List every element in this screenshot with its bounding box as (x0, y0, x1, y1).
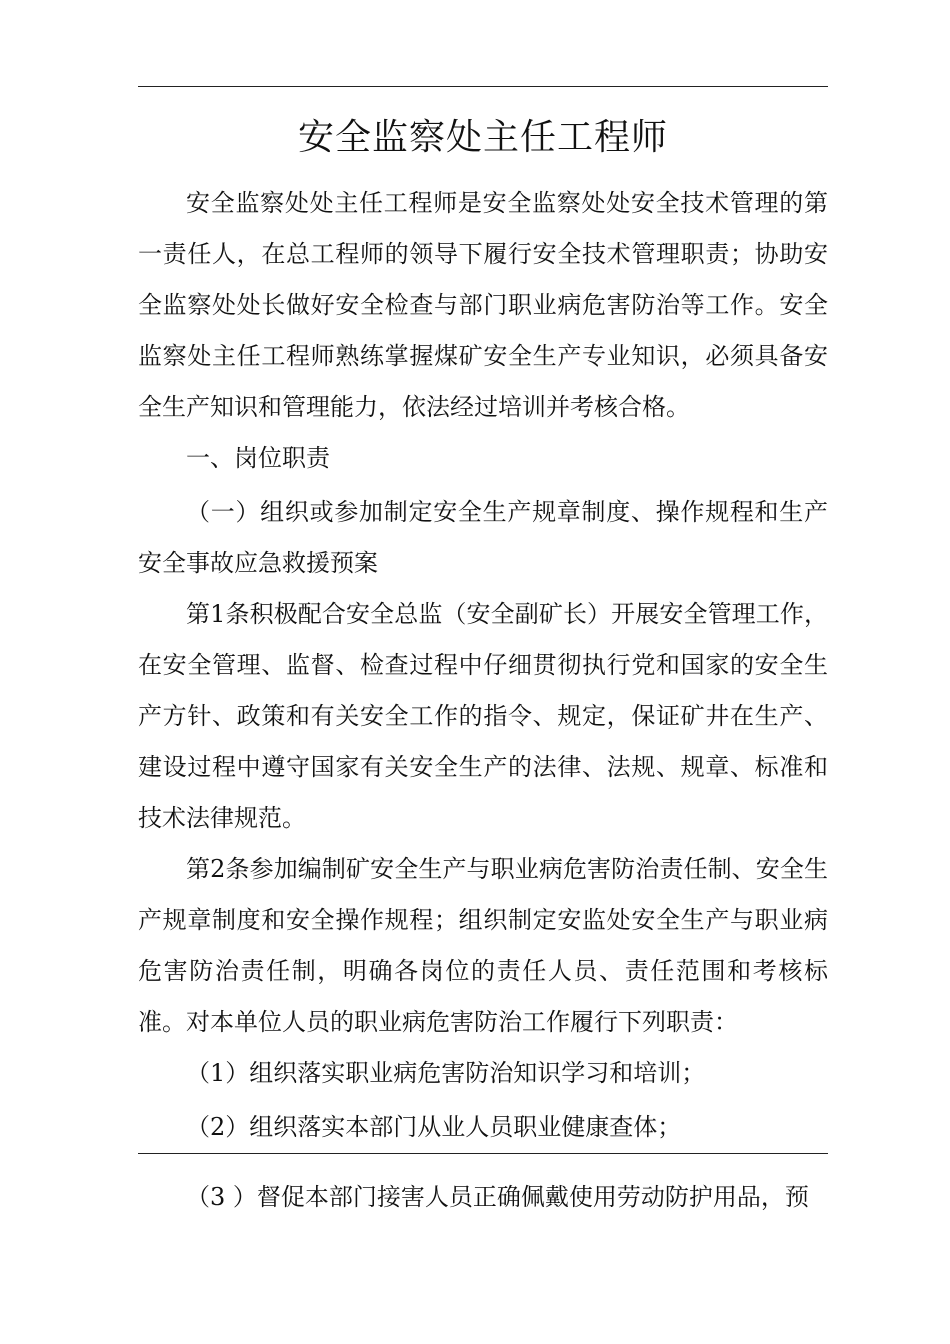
next-page-content (138, 1172, 828, 1223)
continued-paragraph: （3 ）督促本部门接害人员正确佩戴使用劳动防护用品，预 (186, 1183, 809, 1211)
document-title: 安全监察处主任工程师 (297, 117, 668, 158)
article-2-paragraph: 第2条参加编制矿安全生产与职业病危害防治责任制、安全生产规章制度和安全操作规程；组织制定安监处安全生产与职业病危害防治责任制，明确各岗位的责任人员、责任范围和考核标准。对本单位人员的职业病危害防治工作履行下列职责： (138, 855, 828, 1036)
list-item: （1）组织落实职业病危害防治知识学习和培训； (186, 1059, 706, 1087)
page-break-rule (138, 1153, 828, 1154)
top-rule (138, 86, 828, 87)
list-item: （2）组织落实本部门从业人员职业健康查体； (186, 1113, 682, 1141)
section-heading: 一、岗位职责 (186, 444, 330, 472)
document-body (138, 178, 828, 1156)
article-1-paragraph: 第1条积极配合安全总监（安全副矿长）开展安全管理工作，在安全管理、监督、检查过程中仔细贯彻执行党和国家的安全生产方针、政策和有关安全工作的指令、规定，保证矿井在生产、建设过程中遵守国家有关安全生产的法律、法规、规章、标准和技术法律规范。 (138, 600, 828, 832)
subsection-heading: （一）组织或参加制定安全生产规章制度、操作规程和生产安全事故应急救援预案 (138, 498, 828, 577)
intro-paragraph: 安全监察处处主任工程师是安全监察处处安全技术管理的第一责任人，在总工程师的领导下履行安全技术管理职责；协助安全监察处处长做好安全检查与部门职业病危害防治等工作。安全监察处主任工程师熟练掌握煤矿安全生产专业知识，必须具备安全生产知识和管理能力，依法经过培训并考核合格。 (138, 189, 828, 421)
